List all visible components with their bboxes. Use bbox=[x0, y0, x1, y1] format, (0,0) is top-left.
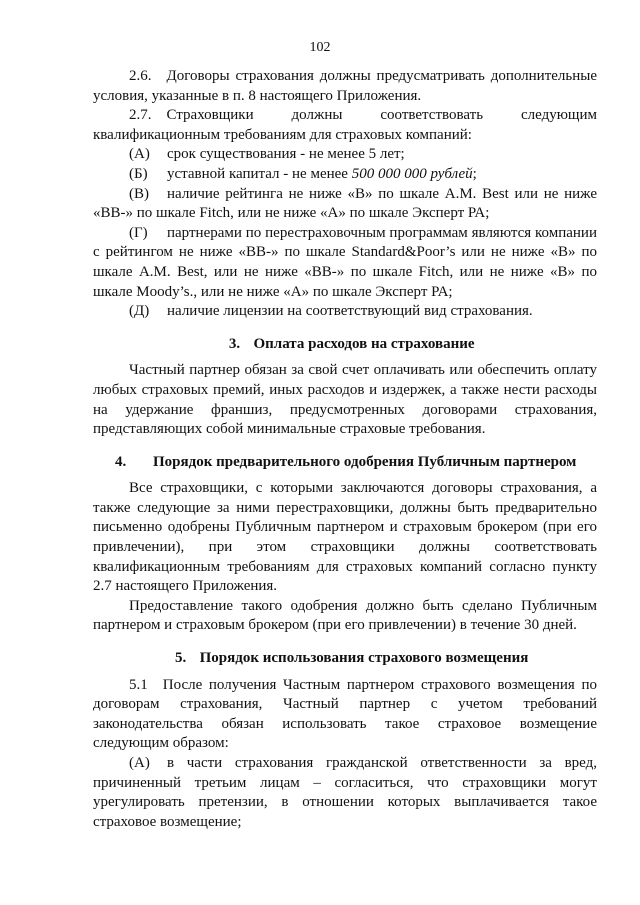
section-title: Порядок предварительного одобрения Публичным партнером bbox=[153, 453, 577, 470]
requirement-item-d bbox=[93, 302, 597, 322]
section-title: Оплата расходов на страхование bbox=[253, 335, 475, 352]
capital-amount: 500 000 000 рублей bbox=[351, 165, 473, 182]
section-number: 5. bbox=[175, 650, 187, 667]
clause-2-7-line-2: квалификационным требованиям для страховых компаний: bbox=[93, 126, 472, 143]
item-text: наличие рейтинга не ниже «В» по шкале A.M. Best или не ниже «ВВ-» по шкале Fitch, или не ниже «А» по шкале Эксперт РА; bbox=[93, 185, 597, 222]
requirement-item-v bbox=[93, 185, 597, 224]
section-number: 3. bbox=[228, 335, 241, 352]
item-label: (Б) bbox=[129, 165, 148, 182]
requirement-item-g bbox=[93, 224, 597, 302]
clause-2-6: 2.6. Договоры страхования должны предусматривать дополнительные условия, указанные в п. 8 настоящего Приложения. bbox=[93, 68, 597, 104]
clause-2-7-line-1: 2.7. Страховщики должны соответствовать следующим bbox=[129, 107, 597, 124]
section-4-heading bbox=[93, 453, 597, 473]
item-label: (А) bbox=[129, 146, 150, 163]
item-text: уставной капитал - не менее bbox=[167, 165, 352, 182]
section-3-paragraph: Частный партнер обязан за свой счет оплачивать или обеспечить оплату любых страховых премий, иных расходов и издержек, а также нести расходы на удержание франшиз, предусмотренных договорами страхования, представляющих собой минимальные страховые требования. bbox=[93, 362, 597, 438]
item-label: (В) bbox=[129, 185, 149, 202]
clause-5-1-item-a bbox=[93, 754, 597, 832]
requirement-item-a bbox=[93, 145, 597, 165]
clause-5-1: 5.1 После получения Частным партнером страхового возмещения по договорам страхования, Частный партнер с учетом требований законодательства обязан использовать такое страховое возмещение следующим образом: bbox=[93, 676, 597, 752]
item-text: в части страхования гражданской ответственности за вред, причиненный третьим лицам – согласиться, что страховщики могут урегулировать претензии, в отношении которых выплачивается такое страховое возмещение; bbox=[93, 755, 597, 830]
item-label: (Д) bbox=[129, 303, 150, 320]
item-text: наличие лицензии на соответствующий вид страхования. bbox=[167, 303, 533, 320]
section-3-heading bbox=[93, 335, 597, 355]
item-text-end: ; bbox=[472, 165, 477, 182]
item-label: (А) bbox=[129, 755, 150, 771]
item-label: (Г) bbox=[129, 224, 148, 241]
section-4-paragraph-1: Все страховщики, с которыми заключаются договоры страхования, а также следующие за ними перестраховщики, должны быть предварительно письменно одобрены Публичным партнером и страховым брокером (при его привлечении), при этом страховщики должны соответствовать квалификационным требованиям для страховых компаний согласно пункту 2.7 настоящего Приложения. bbox=[93, 480, 597, 595]
page-number: 102 bbox=[309, 40, 331, 55]
requirement-item-b bbox=[93, 165, 597, 185]
section-number: 4. bbox=[115, 453, 127, 470]
section-title: Порядок использования страхового возмещения bbox=[199, 650, 529, 667]
page-content bbox=[93, 67, 597, 832]
item-text: партнерами по перестраховочным программам являются компании с рейтингом не ниже «ВВ-» по шкале Standard&Poor’s или не ниже «В» по шкале A.M. Best, или не ниже «ВВ-» по шкале Fitch, или не ниже «В» по шкале Moody’s., или не ниже «А» по шкале Эксперт РА; bbox=[93, 224, 597, 300]
item-text: срок существования - не менее 5 лет; bbox=[167, 146, 405, 163]
section-4-paragraph-2: Предоставление такого одобрения должно быть сделано Публичным партнером и страховым брокером (при его привлечении) в течение 30 дней. bbox=[93, 597, 597, 634]
section-5-heading bbox=[93, 649, 597, 669]
